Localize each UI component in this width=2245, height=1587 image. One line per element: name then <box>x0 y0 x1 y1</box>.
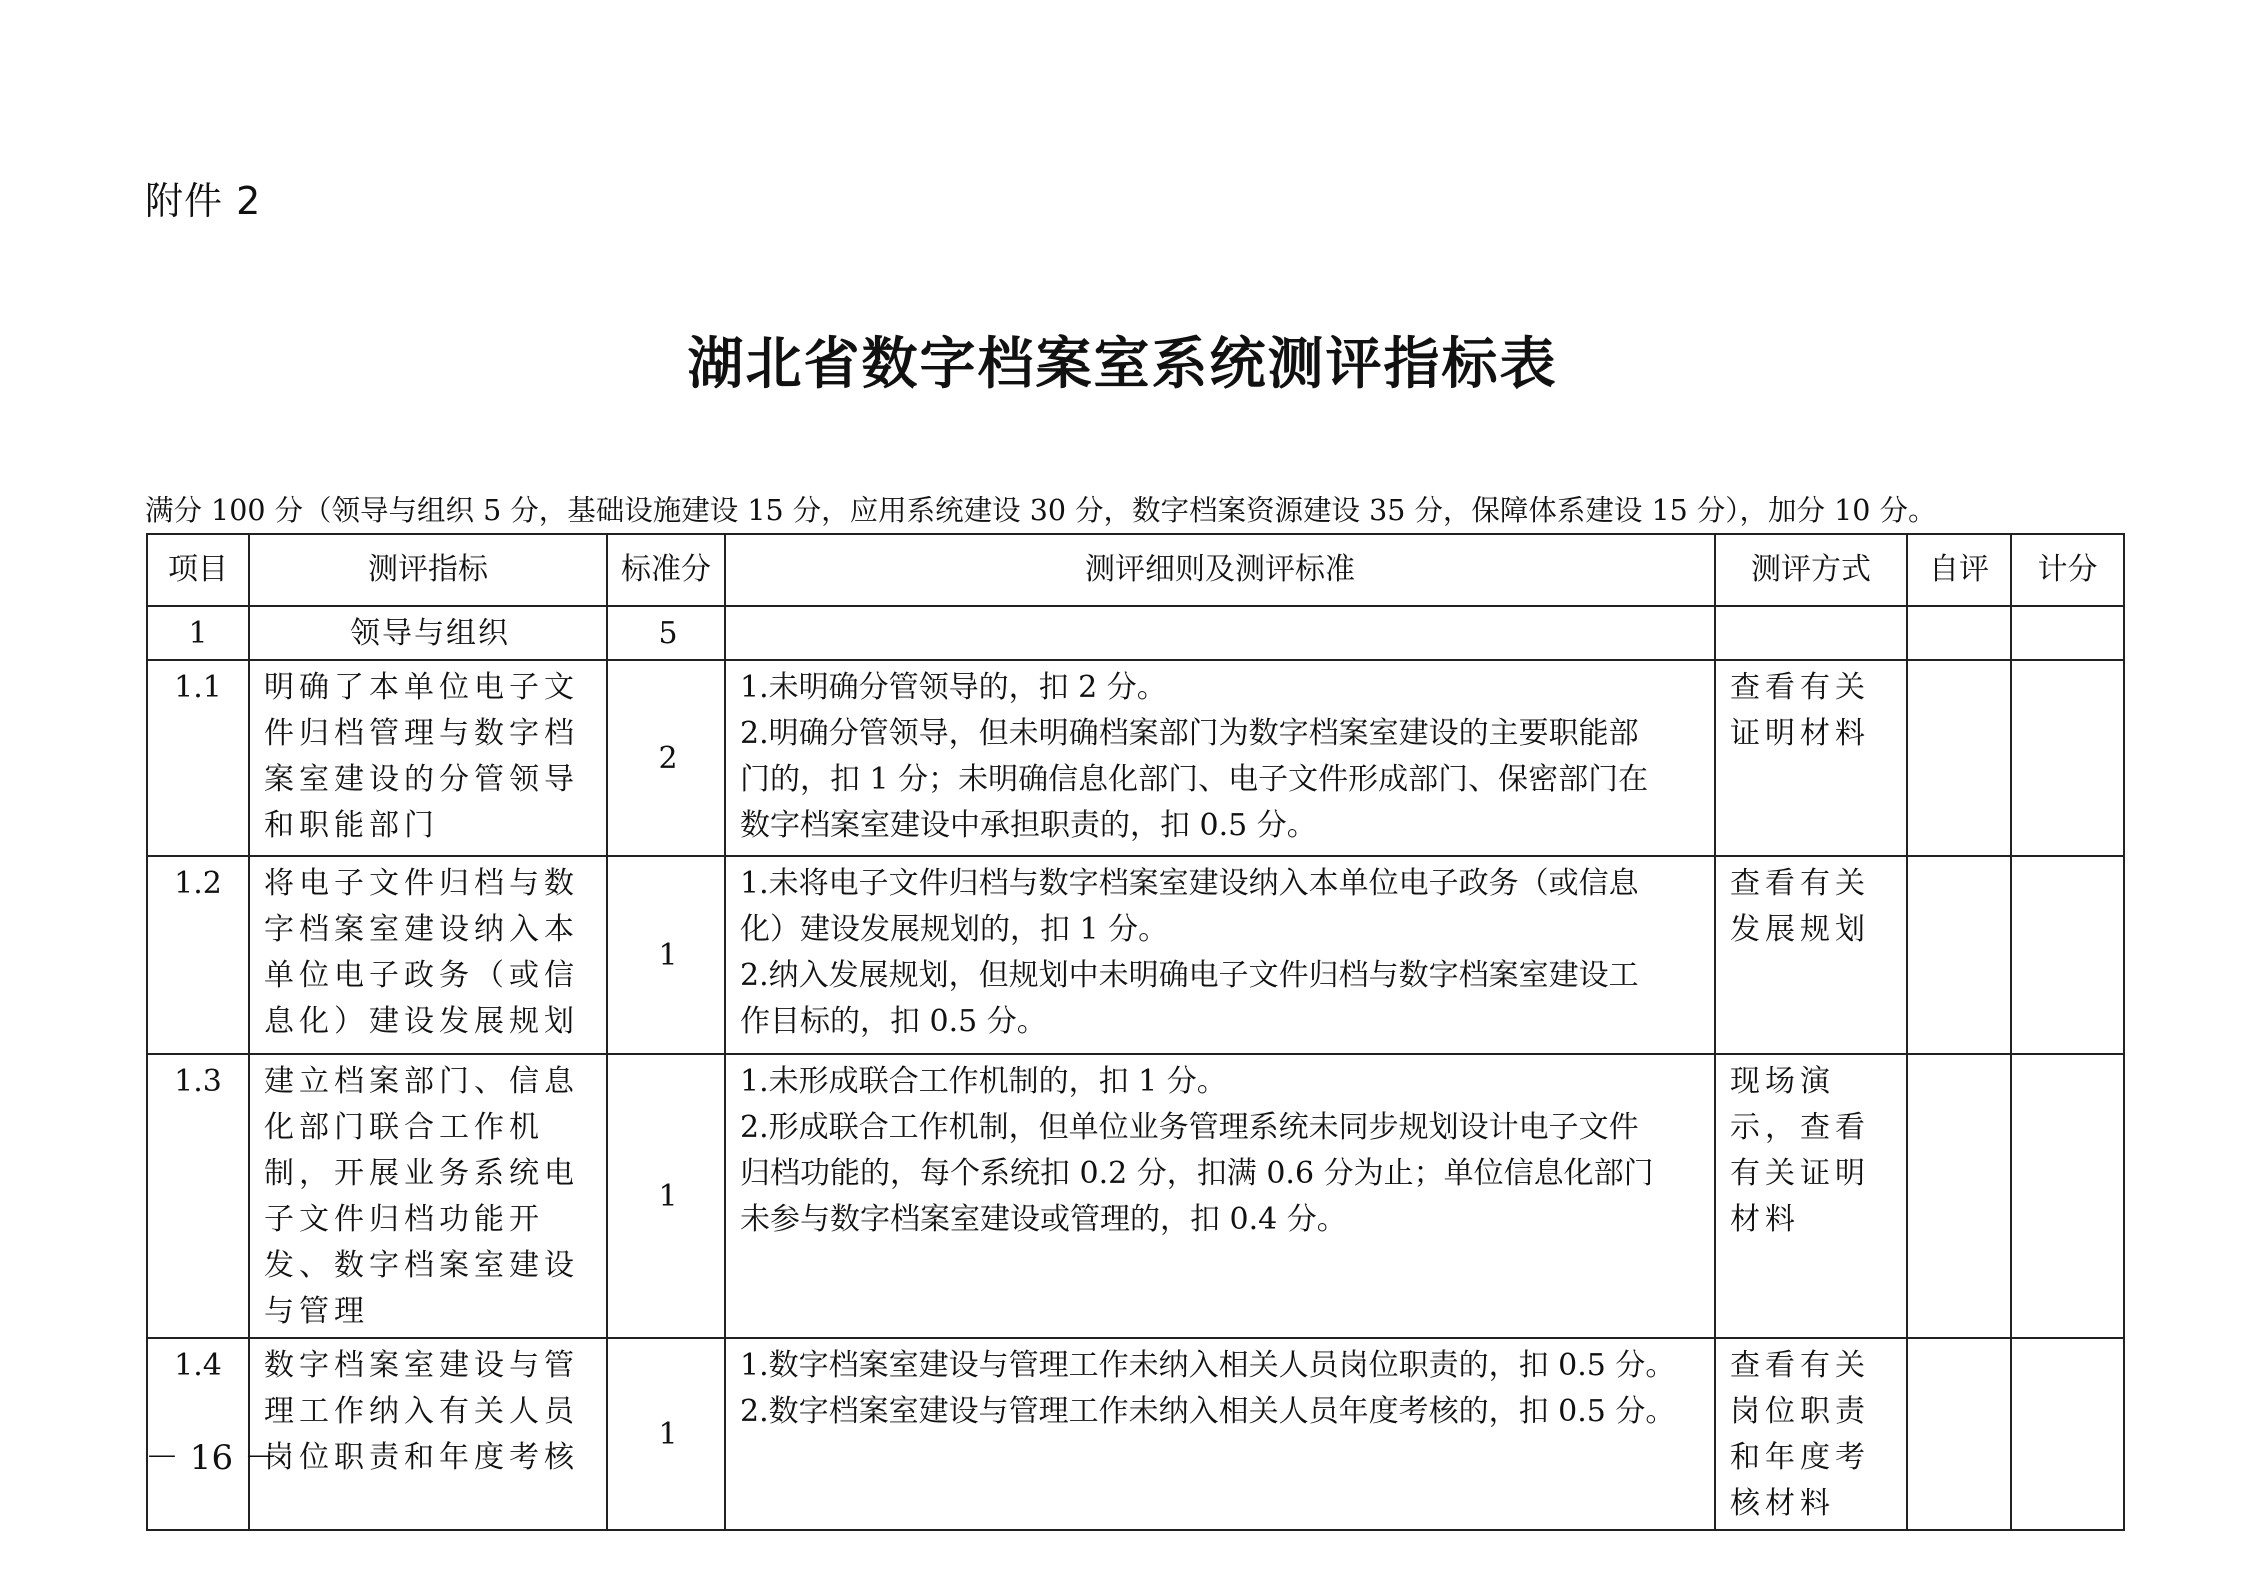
row-indicator: 建立档案部门、信息化部门联合工作机制，开展业务系统电子文件归档功能开发、数字档案室建设与管理 <box>249 1054 607 1338</box>
header-item: 项目 <box>147 534 249 606</box>
category-row <box>147 606 2124 660</box>
row-total <box>2011 856 2124 1054</box>
row-self-eval <box>1907 1054 2011 1338</box>
category-indicator: 领导与组织 <box>249 606 607 660</box>
row-self-eval <box>1907 856 2011 1054</box>
row-detail <box>725 660 1715 856</box>
header-detail: 测评细则及测评标准 <box>725 534 1715 606</box>
row-method: 查看有关证明材料 <box>1715 660 1907 856</box>
table-row <box>147 1338 2124 1530</box>
detail-line: 2.纳入发展规划，但规划中未明确电子文件归档与数字档案室建设工 <box>740 958 1639 993</box>
row-standard-score: 2 <box>607 660 725 856</box>
header-indicator: 测评指标 <box>249 534 607 606</box>
header-self-eval: 自评 <box>1907 534 2011 606</box>
category-self-eval <box>1907 606 2011 660</box>
category-method <box>1715 606 1907 660</box>
evaluation-table <box>146 533 2125 1531</box>
category-item: 1 <box>147 606 249 660</box>
detail-line: 1.数字档案室建设与管理工作未纳入相关人员岗位职责的，扣 0.5 分。 <box>740 1348 1676 1383</box>
header-standard-score: 标准分 <box>607 534 725 606</box>
row-total <box>2011 660 2124 856</box>
detail-line: 1.未形成联合工作机制的，扣 1 分。 <box>740 1064 1227 1099</box>
attachment-label: 附件 2 <box>145 179 262 223</box>
row-item-number: 1.4 <box>147 1338 249 1530</box>
row-item-number: 1.1 <box>147 660 249 856</box>
table-row <box>147 856 2124 1054</box>
row-indicator: 将电子文件归档与数字档案室建设纳入本单位电子政务（或信息化）建设发展规划 <box>249 856 607 1054</box>
row-method: 查看有关发展规划 <box>1715 856 1907 1054</box>
detail-line: 2.数字档案室建设与管理工作未纳入相关人员年度考核的，扣 0.5 分。 <box>740 1394 1676 1429</box>
detail-line: 1.未将电子文件归档与数字档案室建设纳入本单位电子政务（或信息 <box>740 866 1639 901</box>
table-row <box>147 660 2124 856</box>
header-method: 测评方式 <box>1715 534 1907 606</box>
row-item-number: 1.2 <box>147 856 249 1054</box>
detail-line: 2.形成联合工作机制，但单位业务管理系统未同步规划设计电子文件 <box>740 1110 1639 1145</box>
detail-line: 归档功能的，每个系统扣 0.2 分，扣满 0.6 分为止；单位信息化部门 <box>740 1156 1654 1191</box>
score-summary: 满分 100 分（领导与组织 5 分，基础设施建设 15 分，应用系统建设 30 分，数字档案资源建设 35 分，保障体系建设 15 分），加分 10 分。 <box>145 494 1937 527</box>
category-total <box>2011 606 2124 660</box>
table-row <box>147 1054 2124 1338</box>
header-score: 计分 <box>2011 534 2124 606</box>
row-total <box>2011 1338 2124 1530</box>
row-method: 查看有关岗位职责和年度考核材料 <box>1715 1338 1907 1530</box>
row-indicator: 数字档案室建设与管理工作纳入有关人员岗位职责和年度考核 <box>249 1338 607 1530</box>
detail-line: 作目标的，扣 0.5 分。 <box>740 1004 1047 1039</box>
detail-line: 门的，扣 1 分；未明确信息化部门、电子文件形成部门、保密部门在 <box>740 762 1649 797</box>
row-indicator: 明确了本单位电子文件归档管理与数字档案室建设的分管领导和职能部门 <box>249 660 607 856</box>
row-self-eval <box>1907 660 2011 856</box>
table-header-row <box>147 534 2124 606</box>
row-self-eval <box>1907 1338 2011 1530</box>
detail-line: 化）建设发展规划的，扣 1 分。 <box>740 912 1169 947</box>
document-title: 湖北省数字档案室系统测评指标表 <box>687 332 1558 397</box>
detail-line: 2.明确分管领导，但未明确档案部门为数字档案室建设的主要职能部 <box>740 716 1639 751</box>
row-method: 现场演示，查看有关证明材料 <box>1715 1054 1907 1338</box>
detail-line: 1.未明确分管领导的，扣 2 分。 <box>740 670 1167 705</box>
category-detail <box>725 606 1715 660</box>
row-standard-score: 1 <box>607 1054 725 1338</box>
row-standard-score: 1 <box>607 1338 725 1530</box>
row-item-number: 1.3 <box>147 1054 249 1338</box>
row-standard-score: 1 <box>607 856 725 1054</box>
detail-line: 未参与数字档案室建设或管理的，扣 0.4 分。 <box>740 1202 1347 1237</box>
row-total <box>2011 1054 2124 1338</box>
page-number: － 16 － <box>145 1438 278 1478</box>
category-score: 5 <box>607 606 725 660</box>
row-detail <box>725 1338 1715 1530</box>
row-detail <box>725 856 1715 1054</box>
detail-line: 数字档案室建设中承担职责的，扣 0.5 分。 <box>740 808 1317 843</box>
row-detail <box>725 1054 1715 1338</box>
